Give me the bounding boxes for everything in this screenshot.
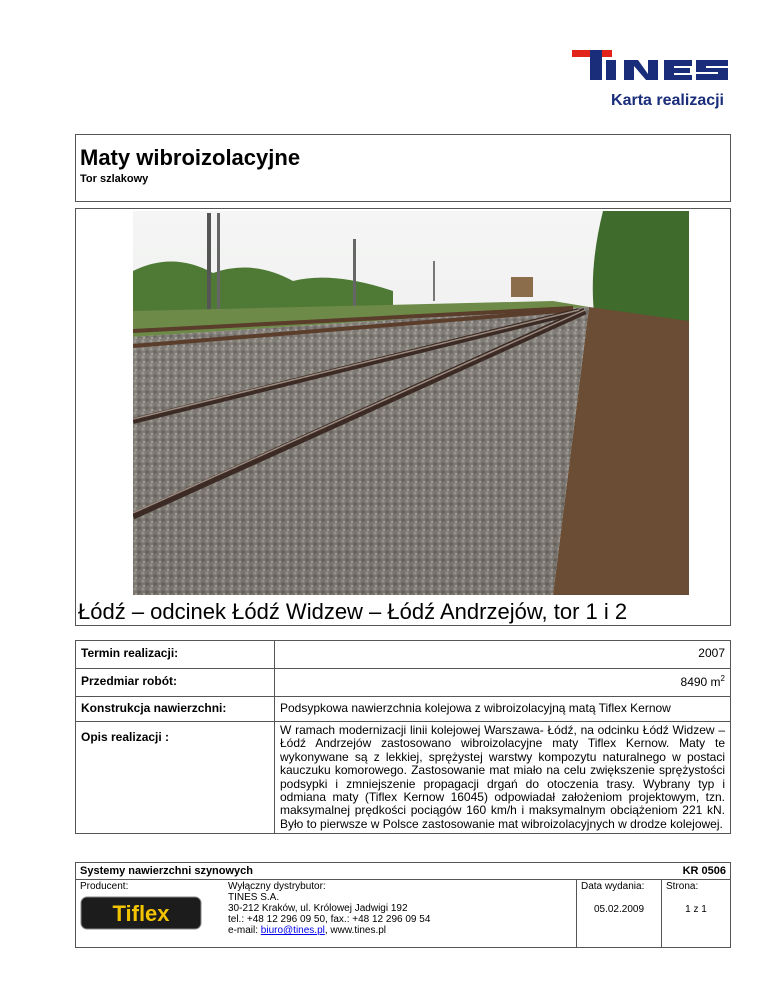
issue-date: 05.02.2009: [593, 904, 645, 915]
info-table: [75, 640, 731, 834]
email-prefix: e-mail:: [228, 925, 261, 936]
tines-logo: [572, 44, 732, 86]
page-title: Maty wibroizolacyjne: [80, 145, 301, 170]
row-label: Termin realizacji:: [76, 641, 275, 669]
row-label: Opis realizacji :: [76, 722, 275, 834]
area-value: 8490 m: [680, 675, 721, 689]
issue-date-cell: [577, 880, 662, 948]
footer-table: [75, 862, 731, 948]
distributor-contact: [228, 925, 572, 936]
title-box: [75, 134, 731, 202]
card-label: Karta realizacji: [611, 92, 724, 109]
area-unit-exponent: 2: [720, 674, 725, 683]
row-value: Podsypkowa nawierzchnia kolejowa z wibroizolacyjną matą Tiflex Kernow: [275, 697, 731, 722]
description-text: W ramach modernizacji linii kolejowej Warszawa- Łódź, na odcinku Łódź Widzew – Łódź Andrzejów zastosowano wibroizolacyjne maty Tiflex Kernow. Maty te wykonywane są z lekkiej, sprężystej warstwy kompozytu naturalnego w postaci kauczuku komorowego. Zastosowanie mat miało na celu zwiększenie sprężystości podsypki i zmniejszenie propagacji drgań do otoczenia trasy. Wybrany typ i odmiana maty (Tiflex Kernow 16045) odpowiadał założeniom projektowym, tzn. maksymalnej prędkości pociągów 160 km/h i maksymalnym obciążeniom 221 kN. Było to pierwsze w Polsce zastosowanie mat wibroizolacyjnych w drodze kolejowej.: [275, 722, 731, 834]
producer-cell: [76, 880, 225, 948]
table-row: [76, 697, 731, 722]
distributor-label: Wyłączny dystrybutor:: [228, 881, 326, 892]
row-value: 2007: [275, 641, 731, 669]
website: , www.tines.pl: [324, 925, 387, 936]
document-code: KR 0506: [662, 863, 731, 880]
railway-track-photo: [133, 211, 689, 595]
date-label: Data wydania:: [581, 881, 645, 892]
row-value: [275, 669, 731, 697]
row-label: Konstrukcja nawierzchni:: [76, 697, 275, 722]
distributor-name: TINES S.A.: [228, 892, 280, 903]
row-label: Przedmiar robót:: [76, 669, 275, 697]
table-row: [76, 669, 731, 697]
page-number: 1 z 1: [685, 904, 707, 915]
distributor-address: 30-212 Kraków, ul. Królowej Jadwigi 192: [228, 903, 408, 914]
page-subtitle: Tor szlakowy: [80, 173, 149, 185]
svg-text:Tiflex: Tiflex: [112, 901, 170, 926]
distributor-cell: [224, 880, 577, 948]
tiflex-logo: [80, 896, 202, 930]
page-label: Strona:: [666, 881, 699, 892]
producer-label: Producent:: [80, 881, 129, 892]
table-row: [76, 641, 731, 669]
email-link[interactable]: biuro@tines.pl: [260, 925, 325, 936]
table-row: [76, 722, 731, 834]
page-cell: [662, 880, 731, 948]
distributor-phone: tel.: +48 12 296 09 50, fax.: +48 12 296 09 54: [228, 914, 431, 925]
photo-frame: [75, 208, 731, 626]
system-name: Systemy nawierzchni szynowych: [76, 863, 662, 880]
location-heading: Łódź – odcinek Łódź Widzew – Łódź Andrzejów, tor 1 i 2: [78, 599, 628, 624]
